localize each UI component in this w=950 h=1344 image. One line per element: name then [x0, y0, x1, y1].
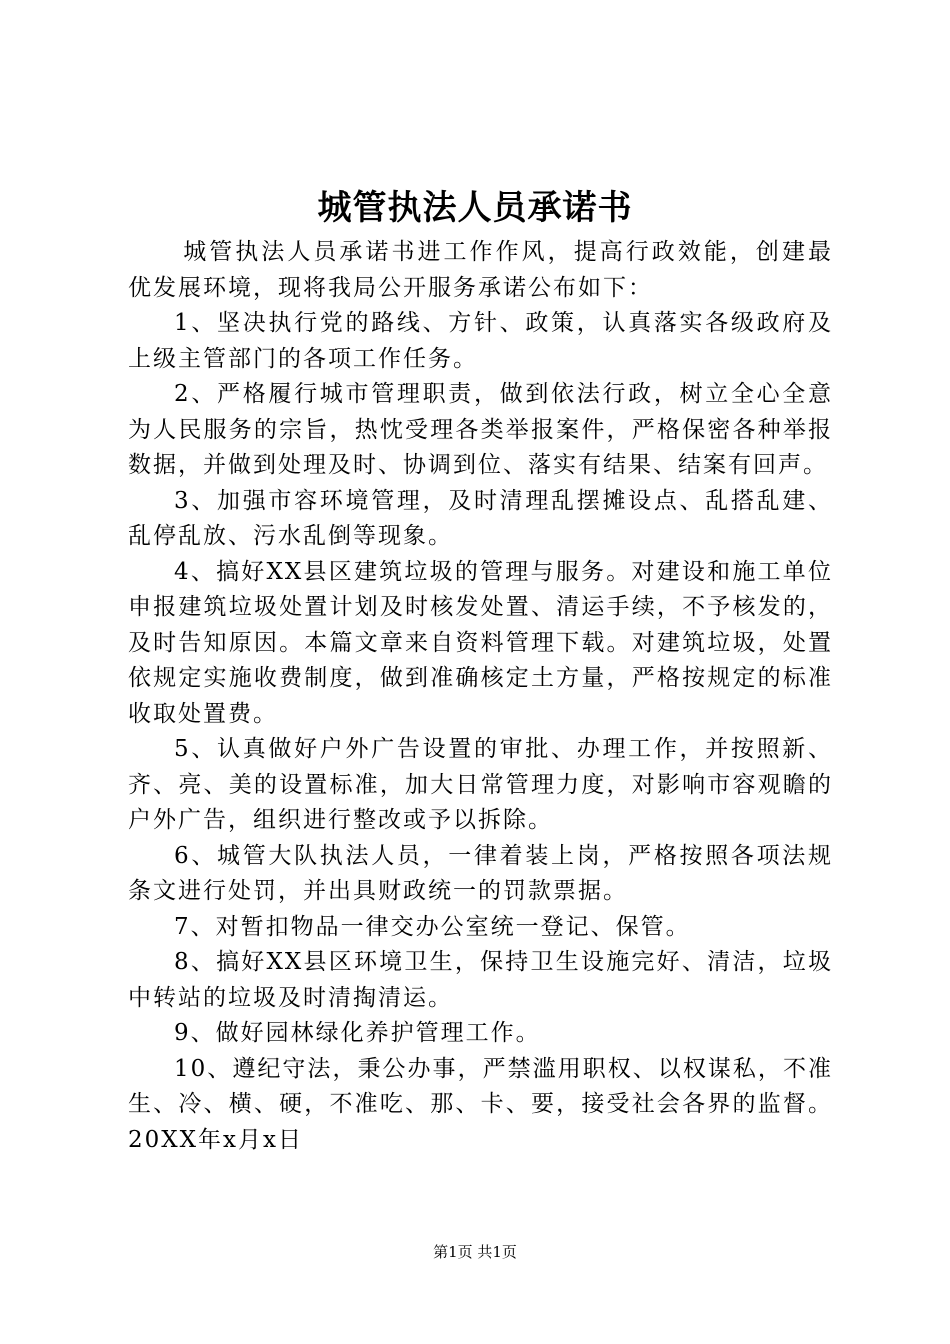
commitment-item-9: 9、做好园林绿化养护管理工作。	[174, 1020, 541, 1046]
page-footer: 第1页 共1页	[433, 1243, 517, 1261]
commitment-item-7: 7、对暂扣物品一律交办公室统一登记、保管。	[174, 913, 691, 940]
commitment-item-4: 4、搞好XX县区建筑垃圾的管理与服务。对建设和施工单位申报建筑垃圾处置计划及时核发处置、清运手续，不予核发的，及时告知原因。本篇文章来自资料管理下载。对建筑垃圾，处置依规定实施收费制度，做到准确核定土方量，严格按规定的标准收取处置费。	[128, 558, 833, 727]
commitment-item-8: 8、搞好XX县区环境卫生，保持卫生设施完好、清洁，垃圾中转站的垃圾及时清掏清运。	[128, 949, 833, 1011]
commitment-item-3: 3、加强市容环境管理，及时清理乱摆摊设点、乱搭乱建、乱停乱放、污水乱倒等现象。	[128, 487, 833, 549]
document-title: 城管执法人员承诺书	[317, 188, 633, 228]
commitment-item-2: 2、严格履行城市管理职责，做到依法行政，树立全心全意为人民服务的宗旨，热忱受理各类举报案件，严格保密各种举报数据，并做到处理及时、协调到位、落实有结果、结案有回声。	[128, 381, 833, 478]
commitment-item-5: 5、认真做好户外广告设置的审批、办理工作，并按照新、齐、亮、美的设置标准，加大日常管理力度，对影响市容观瞻的户外广告，组织进行整改或予以拆除。	[128, 736, 833, 833]
commitment-item-10: 10、遵纪守法，秉公办事，严禁滥用职权、以权谋私，不准生、冷、横、硬，不准吃、那、卡、要，接受社会各界的监督。20XX年x月x日	[128, 1055, 833, 1153]
intro-paragraph: 城管执法人员承诺书进工作作风，提高行政效能，创建最优发展环境，现将我局公开服务承诺公布如下：	[128, 239, 833, 301]
document-body	[128, 235, 833, 1158]
commitment-item-1: 1、坚决执行党的路线、方针、政策，认真落实各级政府及上级主管部门的各项工作任务。	[128, 310, 833, 372]
commitment-item-6: 6、城管大队执法人员，一律着装上岗，严格按照各项法规条文进行处罚，并出具财政统一的罚款票据。	[128, 842, 833, 904]
